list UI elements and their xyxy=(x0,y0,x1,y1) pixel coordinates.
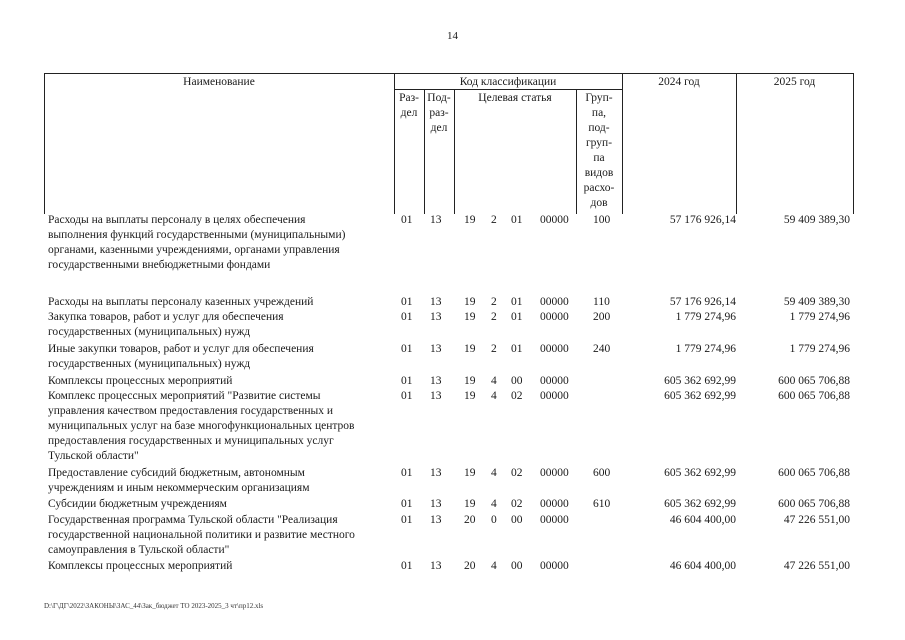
cell-p2: 2 xyxy=(491,214,497,226)
cell-p4: 00000 xyxy=(540,214,569,226)
cell-p2: 2 xyxy=(491,343,497,355)
row-name: Комплекс процессных мероприятий "Развитие системы управления качеством предоставления государственных и муниципальных услуг на базе многофункциональных центров предоставления государственных и муниципальных услуг Тульской области" xyxy=(48,390,355,462)
cell-y2025: 600 065 706,88 xyxy=(778,467,850,479)
header-group: Груп- па, под- груп- па видов расхо- дов xyxy=(583,92,615,209)
cell-razdel: 01 xyxy=(401,343,413,355)
cell-y2025: 600 065 706,88 xyxy=(778,375,850,387)
cell-razdel: 01 xyxy=(401,514,413,526)
header-2025: 2025 год xyxy=(773,76,816,88)
cell-y2025: 59 409 389,30 xyxy=(783,214,850,226)
cell-p2: 4 xyxy=(491,390,497,402)
cell-p2: 2 xyxy=(491,296,497,308)
page-number: 14 xyxy=(447,30,458,42)
header-target: Целевая статья xyxy=(478,92,552,104)
cell-p1: 19 xyxy=(464,214,476,226)
row-name: Комплексы процессных мероприятий xyxy=(48,560,233,572)
cell-razdel: 01 xyxy=(401,311,413,323)
cell-p3: 02 xyxy=(511,390,523,402)
cell-p4: 00000 xyxy=(540,560,569,572)
row-name: Комплексы процессных мероприятий xyxy=(48,375,233,387)
cell-y2024: 57 176 926,14 xyxy=(669,214,736,226)
cell-p3: 00 xyxy=(511,560,523,572)
cell-p1: 19 xyxy=(464,296,476,308)
cell-y2024: 605 362 692,99 xyxy=(664,375,736,387)
cell-podrazdel: 13 xyxy=(430,311,442,323)
cell-vr: 240 xyxy=(593,343,611,355)
cell-vr: 100 xyxy=(593,214,611,226)
cell-p3: 02 xyxy=(511,467,523,479)
cell-p2: 4 xyxy=(491,560,497,572)
cell-razdel: 01 xyxy=(401,390,413,402)
cell-p1: 19 xyxy=(464,375,476,387)
cell-podrazdel: 13 xyxy=(430,467,442,479)
cell-p2: 0 xyxy=(491,514,497,526)
cell-p4: 00000 xyxy=(540,390,569,402)
cell-razdel: 01 xyxy=(401,214,413,226)
header-2024: 2024 год xyxy=(658,76,700,88)
header-razdel: Раз- дел xyxy=(399,92,419,119)
cell-y2024: 605 362 692,99 xyxy=(664,390,736,402)
cell-y2025: 47 226 551,00 xyxy=(783,560,850,572)
row-name: Иные закупки товаров, работ и услуг для обеспечения государственных (муниципальных) нужд xyxy=(48,343,314,370)
row-name: Расходы на выплаты персоналу казенных учреждений xyxy=(48,296,314,308)
cell-podrazdel: 13 xyxy=(430,296,442,308)
cell-vr: 610 xyxy=(593,498,611,510)
cell-razdel: 01 xyxy=(401,296,413,308)
row-name: Расходы на выплаты персоналу в целях обеспечения выполнения функций государственными (муниципальными) органами, казенными учреждениями, органами управления государственными внебюджетными фондами xyxy=(48,214,346,271)
cell-y2025: 600 065 706,88 xyxy=(778,498,850,510)
cell-podrazdel: 13 xyxy=(430,343,442,355)
cell-p3: 01 xyxy=(511,343,523,355)
cell-p2: 4 xyxy=(491,375,497,387)
cell-p1: 19 xyxy=(464,390,476,402)
cell-p3: 01 xyxy=(511,214,523,226)
table-header xyxy=(44,73,854,214)
cell-p4: 00000 xyxy=(540,343,569,355)
cell-p1: 19 xyxy=(464,498,476,510)
cell-y2025: 1 779 274,96 xyxy=(789,311,850,323)
cell-razdel: 01 xyxy=(401,467,413,479)
cell-y2024: 1 779 274,96 xyxy=(675,343,736,355)
cell-podrazdel: 13 xyxy=(430,514,442,526)
cell-p4: 00000 xyxy=(540,375,569,387)
cell-p3: 01 xyxy=(511,311,523,323)
header-code: Код классификации xyxy=(459,76,557,88)
cell-p1: 19 xyxy=(464,343,476,355)
cell-razdel: 01 xyxy=(401,560,413,572)
cell-p4: 00000 xyxy=(540,467,569,479)
cell-y2024: 57 176 926,14 xyxy=(669,296,736,308)
cell-p4: 00000 xyxy=(540,296,569,308)
row-name: Закупка товаров, работ и услуг для обеспечения государственных (муниципальных) нужд xyxy=(48,311,284,338)
cell-y2024: 605 362 692,99 xyxy=(664,498,736,510)
cell-y2025: 600 065 706,88 xyxy=(778,390,850,402)
cell-p4: 00000 xyxy=(540,311,569,323)
cell-y2024: 605 362 692,99 xyxy=(664,467,736,479)
cell-p3: 02 xyxy=(511,498,523,510)
cell-p1: 20 xyxy=(464,560,476,572)
cell-y2025: 59 409 389,30 xyxy=(783,296,850,308)
header-name: Наименование xyxy=(183,76,255,88)
cell-p3: 00 xyxy=(511,375,523,387)
cell-vr: 110 xyxy=(593,296,610,308)
cell-p1: 19 xyxy=(464,467,476,479)
cell-p2: 4 xyxy=(491,467,497,479)
cell-p3: 01 xyxy=(511,296,523,308)
cell-vr: 200 xyxy=(593,311,611,323)
cell-y2024: 46 604 400,00 xyxy=(669,514,736,526)
cell-razdel: 01 xyxy=(401,498,413,510)
row-name: Государственная программа Тульской области "Реализация государственной национальной политики и развитие местного самоуправления в Тульской области" xyxy=(48,514,355,556)
cell-podrazdel: 13 xyxy=(430,390,442,402)
file-path: D:\Г\ДГ\2022\ЗАКОНЫ\ЗАС_44\Зак_бюджет ТО 2023-2025_3 чт\пр12.xls xyxy=(44,602,264,610)
cell-p3: 00 xyxy=(511,514,523,526)
cell-p4: 00000 xyxy=(540,498,569,510)
cell-podrazdel: 13 xyxy=(430,498,442,510)
cell-p1: 19 xyxy=(464,311,476,323)
cell-p1: 20 xyxy=(464,514,476,526)
cell-p2: 2 xyxy=(491,311,497,323)
cell-p4: 00000 xyxy=(540,514,569,526)
cell-podrazdel: 13 xyxy=(430,214,442,226)
cell-y2025: 1 779 274,96 xyxy=(789,343,850,355)
header-podrazdel: Под- раз- дел xyxy=(427,92,451,134)
cell-podrazdel: 13 xyxy=(430,375,442,387)
row-name: Субсидии бюджетным учреждениям xyxy=(48,498,227,510)
cell-y2024: 46 604 400,00 xyxy=(669,560,736,572)
cell-y2025: 47 226 551,00 xyxy=(783,514,850,526)
cell-razdel: 01 xyxy=(401,375,413,387)
cell-p2: 4 xyxy=(491,498,497,510)
cell-y2024: 1 779 274,96 xyxy=(675,311,736,323)
cell-podrazdel: 13 xyxy=(430,560,442,572)
row-name: Предоставление субсидий бюджетным, автономным учреждениям и иным некоммерческим организациям xyxy=(48,467,310,494)
cell-vr: 600 xyxy=(593,467,611,479)
